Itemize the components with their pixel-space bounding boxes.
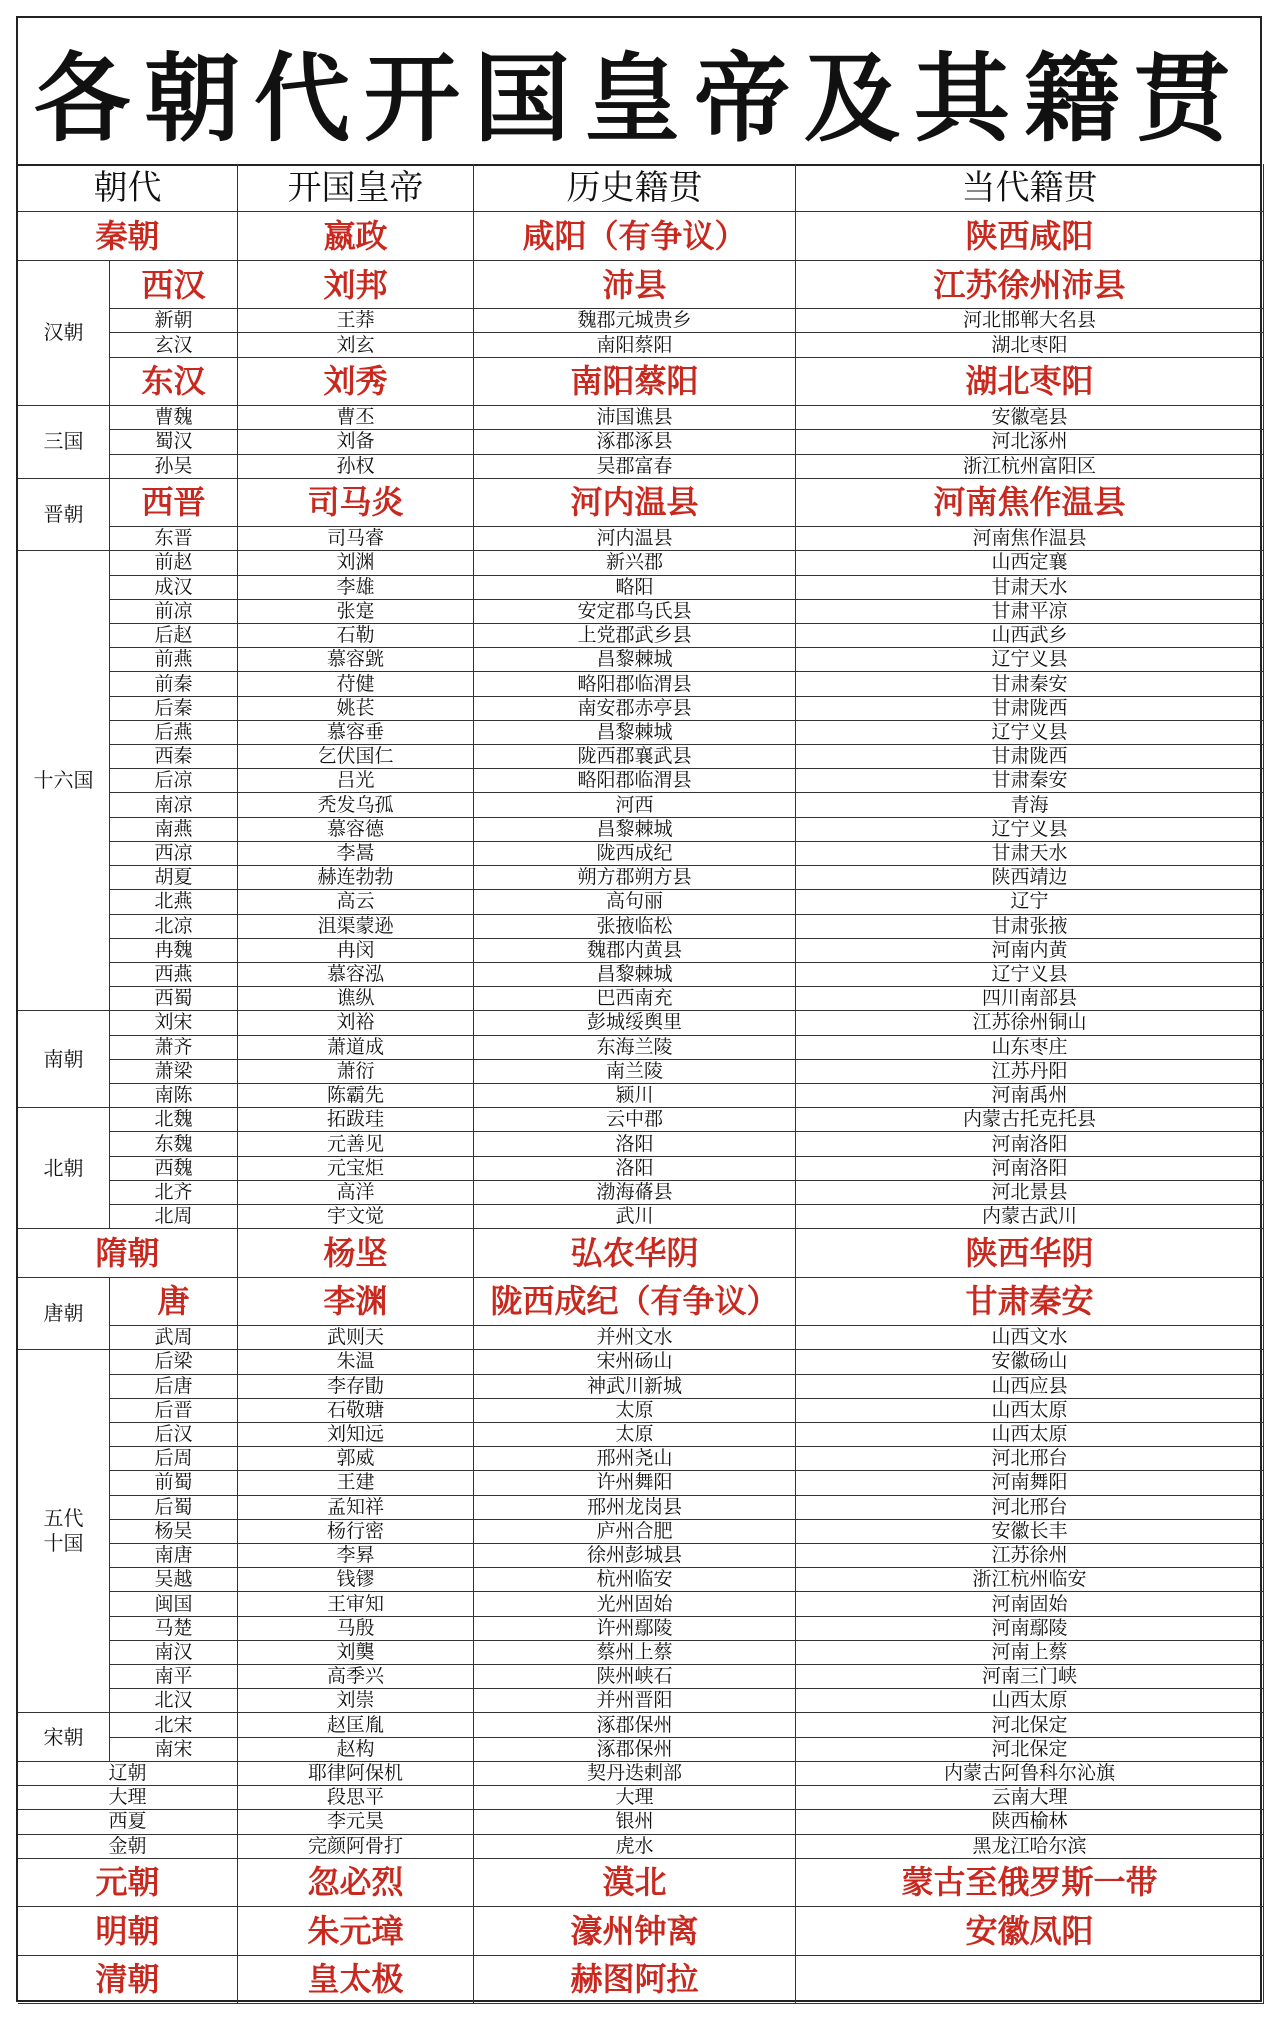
modern-hometown-cell: 河北涿州 xyxy=(796,430,1264,454)
dynasty-cell: 辽朝 xyxy=(18,1762,238,1786)
dynasty-cell: 西夏 xyxy=(18,1810,238,1834)
historical-hometown-cell: 徐州彭城县 xyxy=(474,1544,796,1568)
emperor-cell: 姚苌 xyxy=(238,697,474,721)
historical-hometown-cell: 洛阳 xyxy=(474,1157,796,1181)
column-header: 当代籍贯 xyxy=(796,164,1264,212)
dynasty-cell: 闽国 xyxy=(110,1592,238,1616)
emperor-cell: 张寔 xyxy=(238,600,474,624)
dynasty-cell: 北凉 xyxy=(110,915,238,939)
emperor-cell: 宇文觉 xyxy=(238,1205,474,1229)
dynasty-cell: 东魏 xyxy=(110,1132,238,1156)
emperor-cell: 拓跋珪 xyxy=(238,1108,474,1132)
modern-hometown-cell: 安徽砀山 xyxy=(796,1350,1264,1374)
dynasty-group-label: 五代十国 xyxy=(18,1350,110,1713)
historical-hometown-cell: 庐州合肥 xyxy=(474,1520,796,1544)
emperor-cell: 王莽 xyxy=(238,309,474,333)
modern-hometown-cell: 陕西华阴 xyxy=(796,1229,1264,1277)
modern-hometown-cell: 河南洛阳 xyxy=(796,1157,1264,1181)
dynasty-group-label: 汉朝 xyxy=(18,261,110,406)
modern-hometown-cell: 陕西榆林 xyxy=(796,1810,1264,1834)
historical-hometown-cell: 邢州尧山 xyxy=(474,1447,796,1471)
modern-hometown-cell: 甘肃陇西 xyxy=(796,745,1264,769)
emperor-cell: 刘玄 xyxy=(238,333,474,357)
historical-hometown-cell: 朔方郡朔方县 xyxy=(474,866,796,890)
dynasty-cell: 后汉 xyxy=(110,1423,238,1447)
historical-hometown-cell: 昌黎棘城 xyxy=(474,648,796,672)
historical-hometown-cell: 新兴郡 xyxy=(474,551,796,575)
dynasty-cell: 萧梁 xyxy=(110,1060,238,1084)
historical-hometown-cell: 河内温县 xyxy=(474,527,796,551)
modern-hometown-cell: 河南上蔡 xyxy=(796,1641,1264,1665)
dynasty-cell: 西晋 xyxy=(110,479,238,527)
modern-hometown-cell: 青海 xyxy=(796,793,1264,817)
historical-hometown-cell: 高句丽 xyxy=(474,890,796,914)
modern-hometown-cell: 河北景县 xyxy=(796,1181,1264,1205)
historical-hometown-cell: 契丹迭剌部 xyxy=(474,1762,796,1786)
historical-hometown-cell: 上党郡武乡县 xyxy=(474,624,796,648)
emperor-cell: 司马炎 xyxy=(238,479,474,527)
dynasty-cell: 明朝 xyxy=(18,1907,238,1955)
dynasty-cell: 西燕 xyxy=(110,963,238,987)
historical-hometown-cell: 陕州峡石 xyxy=(474,1665,796,1689)
historical-hometown-cell: 安定郡乌氏县 xyxy=(474,600,796,624)
dynasty-cell: 隋朝 xyxy=(18,1229,238,1277)
dynasty-cell: 吴越 xyxy=(110,1568,238,1592)
modern-hometown-cell: 四川南部县 xyxy=(796,987,1264,1011)
dynasty-group-label: 北朝 xyxy=(18,1108,110,1229)
dynasty-cell: 后梁 xyxy=(110,1350,238,1374)
dynasty-cell: 马楚 xyxy=(110,1617,238,1641)
emperor-cell: 孟知祥 xyxy=(238,1496,474,1520)
modern-hometown-cell: 甘肃秦安 xyxy=(796,672,1264,696)
dynasty-cell: 西凉 xyxy=(110,842,238,866)
modern-hometown-cell: 山东枣庄 xyxy=(796,1036,1264,1060)
emperor-cell: 赵构 xyxy=(238,1738,474,1762)
emperor-cell: 完颜阿骨打 xyxy=(238,1835,474,1859)
emperor-cell: 刘渊 xyxy=(238,551,474,575)
historical-hometown-cell: 南安郡赤亭县 xyxy=(474,697,796,721)
modern-hometown-cell: 甘肃秦安 xyxy=(796,769,1264,793)
emperor-cell: 段思平 xyxy=(238,1786,474,1810)
dynasty-group-label: 唐朝 xyxy=(18,1278,110,1351)
emperor-cell: 皇太极 xyxy=(238,1956,474,2004)
historical-hometown-cell: 颍川 xyxy=(474,1084,796,1108)
dynasty-cell: 南唐 xyxy=(110,1544,238,1568)
dynasty-group-label: 十六国 xyxy=(18,551,110,1011)
historical-hometown-cell: 陇西成纪 xyxy=(474,842,796,866)
modern-hometown-cell: 甘肃天水 xyxy=(796,842,1264,866)
historical-hometown-cell: 彭城绥舆里 xyxy=(474,1011,796,1035)
dynasty-cell: 成汉 xyxy=(110,576,238,600)
historical-hometown-cell: 吴郡富春 xyxy=(474,455,796,479)
emperor-cell: 高季兴 xyxy=(238,1665,474,1689)
emperor-cell: 苻健 xyxy=(238,672,474,696)
historical-hometown-cell: 沛国谯县 xyxy=(474,406,796,430)
emperor-cell: 吕光 xyxy=(238,769,474,793)
modern-hometown-cell: 湖北枣阳 xyxy=(796,358,1264,406)
emperor-cell: 杨行密 xyxy=(238,1520,474,1544)
historical-hometown-cell: 张掖临松 xyxy=(474,915,796,939)
historical-hometown-cell: 东海兰陵 xyxy=(474,1036,796,1060)
modern-hometown-cell: 甘肃陇西 xyxy=(796,697,1264,721)
column-header: 朝代 xyxy=(18,164,238,212)
historical-hometown-cell: 濠州钟离 xyxy=(474,1907,796,1955)
dynasty-cell: 后唐 xyxy=(110,1375,238,1399)
modern-hometown-cell: 山西太原 xyxy=(796,1399,1264,1423)
modern-hometown-cell: 浙江杭州临安 xyxy=(796,1568,1264,1592)
modern-hometown-cell: 陕西靖边 xyxy=(796,866,1264,890)
modern-hometown-cell: 河北保定 xyxy=(796,1713,1264,1737)
historical-hometown-cell: 渤海蓨县 xyxy=(474,1181,796,1205)
dynasty-cell: 后周 xyxy=(110,1447,238,1471)
emperor-cell: 陈霸先 xyxy=(238,1084,474,1108)
historical-hometown-cell: 许州鄢陵 xyxy=(474,1617,796,1641)
dynasty-cell: 金朝 xyxy=(18,1835,238,1859)
emperor-cell: 石勒 xyxy=(238,624,474,648)
modern-hometown-cell: 安徽凤阳 xyxy=(796,1907,1264,1955)
historical-hometown-cell: 涿郡涿县 xyxy=(474,430,796,454)
dynasty-cell: 元朝 xyxy=(18,1859,238,1907)
dynasty-cell: 后燕 xyxy=(110,721,238,745)
modern-hometown-cell: 江苏丹阳 xyxy=(796,1060,1264,1084)
emperor-cell: 李渊 xyxy=(238,1278,474,1326)
modern-hometown-cell: 甘肃天水 xyxy=(796,576,1264,600)
emperor-cell: 孙权 xyxy=(238,455,474,479)
historical-hometown-cell: 弘农华阴 xyxy=(474,1229,796,1277)
dynasty-cell: 前秦 xyxy=(110,672,238,696)
modern-hometown-cell: 安徽长丰 xyxy=(796,1520,1264,1544)
modern-hometown-cell: 内蒙古武川 xyxy=(796,1205,1264,1229)
dynasty-cell: 后晋 xyxy=(110,1399,238,1423)
emperor-cell: 冉闵 xyxy=(238,939,474,963)
historical-hometown-cell: 邢州龙岗县 xyxy=(474,1496,796,1520)
dynasty-cell: 东汉 xyxy=(110,358,238,406)
dynasty-cell: 萧齐 xyxy=(110,1036,238,1060)
emperor-cell: 萧衍 xyxy=(238,1060,474,1084)
historical-hometown-cell: 许州舞阳 xyxy=(474,1471,796,1495)
historical-hometown-cell: 大理 xyxy=(474,1786,796,1810)
emperor-cell: 慕容泓 xyxy=(238,963,474,987)
modern-hometown-cell: 山西武乡 xyxy=(796,624,1264,648)
historical-hometown-cell: 漠北 xyxy=(474,1859,796,1907)
dynasty-cell: 前蜀 xyxy=(110,1471,238,1495)
historical-hometown-cell: 魏郡元城贵乡 xyxy=(474,309,796,333)
modern-hometown-cell: 辽宁义县 xyxy=(796,818,1264,842)
emperor-cell: 赫连勃勃 xyxy=(238,866,474,890)
dynasty-cell: 北燕 xyxy=(110,890,238,914)
dynasty-cell: 南汉 xyxy=(110,1641,238,1665)
dynasty-cell: 刘宋 xyxy=(110,1011,238,1035)
emperor-cell: 高洋 xyxy=(238,1181,474,1205)
historical-hometown-cell: 虎水 xyxy=(474,1835,796,1859)
emperor-cell: 刘裕 xyxy=(238,1011,474,1035)
dynasty-group-label: 宋朝 xyxy=(18,1713,110,1761)
historical-hometown-cell: 涿郡保州 xyxy=(474,1713,796,1737)
historical-hometown-cell: 沛县 xyxy=(474,261,796,309)
historical-hometown-cell: 魏郡内黄县 xyxy=(474,939,796,963)
dynasty-cell: 曹魏 xyxy=(110,406,238,430)
historical-hometown-cell: 并州文水 xyxy=(474,1326,796,1350)
emperor-cell: 刘邦 xyxy=(238,261,474,309)
modern-hometown-cell: 山西定襄 xyxy=(796,551,1264,575)
dynasty-cell: 南陈 xyxy=(110,1084,238,1108)
dynasty-cell: 武周 xyxy=(110,1326,238,1350)
modern-hometown-cell: 内蒙古阿鲁科尔沁旗 xyxy=(796,1762,1264,1786)
dynasty-cell: 前凉 xyxy=(110,600,238,624)
modern-hometown-cell: 河北邢台 xyxy=(796,1496,1264,1520)
dynasty-cell: 秦朝 xyxy=(18,212,238,260)
emperor-cell: 李雄 xyxy=(238,576,474,600)
dynasty-cell: 北魏 xyxy=(110,1108,238,1132)
modern-hometown-cell: 山西文水 xyxy=(796,1326,1264,1350)
modern-hometown-cell: 河南固始 xyxy=(796,1592,1264,1616)
modern-hometown-cell: 黑龙江哈尔滨 xyxy=(796,1835,1264,1859)
emperor-cell: 嬴政 xyxy=(238,212,474,260)
dynasty-cell: 杨吴 xyxy=(110,1520,238,1544)
modern-hometown-cell: 河南洛阳 xyxy=(796,1132,1264,1156)
dynasty-group-label: 晋朝 xyxy=(18,479,110,552)
historical-hometown-cell: 涿郡保州 xyxy=(474,1738,796,1762)
modern-hometown-cell: 辽宁义县 xyxy=(796,721,1264,745)
emperor-cell: 谯纵 xyxy=(238,987,474,1011)
historical-hometown-cell: 略阳郡临渭县 xyxy=(474,769,796,793)
historical-hometown-cell: 河西 xyxy=(474,793,796,817)
dynasty-cell: 胡夏 xyxy=(110,866,238,890)
emperor-cell: 杨坚 xyxy=(238,1229,474,1277)
historical-hometown-cell: 光州固始 xyxy=(474,1592,796,1616)
modern-hometown-cell: 河南内黄 xyxy=(796,939,1264,963)
modern-hometown-cell: 山西太原 xyxy=(796,1423,1264,1447)
modern-hometown-cell: 河北邯郸大名县 xyxy=(796,309,1264,333)
modern-hometown-cell: 河南舞阳 xyxy=(796,1471,1264,1495)
dynasty-cell: 前燕 xyxy=(110,648,238,672)
dynasty-cell: 北汉 xyxy=(110,1689,238,1713)
modern-hometown-cell: 河北保定 xyxy=(796,1738,1264,1762)
historical-hometown-cell: 神武川新城 xyxy=(474,1375,796,1399)
dynasty-cell: 蜀汉 xyxy=(110,430,238,454)
historical-hometown-cell: 河内温县 xyxy=(474,479,796,527)
dynasty-cell: 南平 xyxy=(110,1665,238,1689)
historical-hometown-cell: 银州 xyxy=(474,1810,796,1834)
emperor-cell: 朱温 xyxy=(238,1350,474,1374)
modern-hometown-cell: 云南大理 xyxy=(796,1786,1264,1810)
dynasty-cell: 西秦 xyxy=(110,745,238,769)
historical-hometown-cell: 武川 xyxy=(474,1205,796,1229)
modern-hometown-cell: 辽宁义县 xyxy=(796,963,1264,987)
emperor-cell: 慕容垂 xyxy=(238,721,474,745)
dynasty-table xyxy=(18,164,1264,2004)
emperor-cell: 刘秀 xyxy=(238,358,474,406)
historical-hometown-cell: 太原 xyxy=(474,1399,796,1423)
emperor-cell: 刘崇 xyxy=(238,1689,474,1713)
column-header: 开国皇帝 xyxy=(238,164,474,212)
dynasty-cell: 北宋 xyxy=(110,1713,238,1737)
emperor-cell: 耶律阿保机 xyxy=(238,1762,474,1786)
historical-hometown-cell: 洛阳 xyxy=(474,1132,796,1156)
modern-hometown-cell: 河南鄢陵 xyxy=(796,1617,1264,1641)
historical-hometown-cell: 咸阳（有争议） xyxy=(474,212,796,260)
dynasty-cell: 南凉 xyxy=(110,793,238,817)
dynasty-group-label: 三国 xyxy=(18,406,110,479)
historical-hometown-cell: 宋州砀山 xyxy=(474,1350,796,1374)
page-title: 各朝代开国皇帝及其籍贯 xyxy=(18,18,1260,166)
modern-hometown-cell: 湖北枣阳 xyxy=(796,333,1264,357)
modern-hometown-cell: 甘肃平凉 xyxy=(796,600,1264,624)
historical-hometown-cell: 太原 xyxy=(474,1423,796,1447)
emperor-cell: 慕容德 xyxy=(238,818,474,842)
emperor-cell: 郭威 xyxy=(238,1447,474,1471)
historical-hometown-cell: 南兰陵 xyxy=(474,1060,796,1084)
emperor-cell: 萧道成 xyxy=(238,1036,474,1060)
emperor-cell: 刘备 xyxy=(238,430,474,454)
dynasty-cell: 大理 xyxy=(18,1786,238,1810)
dynasty-cell: 西汉 xyxy=(110,261,238,309)
emperor-cell: 马殷 xyxy=(238,1617,474,1641)
emperor-cell: 元宝炬 xyxy=(238,1157,474,1181)
emperor-cell: 王审知 xyxy=(238,1592,474,1616)
modern-hometown-cell: 甘肃张掖 xyxy=(796,915,1264,939)
dynasty-cell: 玄汉 xyxy=(110,333,238,357)
historical-hometown-cell: 南阳蔡阳 xyxy=(474,358,796,406)
historical-hometown-cell: 巴西南充 xyxy=(474,987,796,1011)
modern-hometown-cell: 甘肃秦安 xyxy=(796,1278,1264,1326)
emperor-cell: 乞伏国仁 xyxy=(238,745,474,769)
dynasty-cell: 清朝 xyxy=(18,1956,238,2004)
emperor-cell: 沮渠蒙逊 xyxy=(238,915,474,939)
historical-hometown-cell: 昌黎棘城 xyxy=(474,721,796,745)
emperor-cell: 慕容皝 xyxy=(238,648,474,672)
modern-hometown-cell: 辽宁义县 xyxy=(796,648,1264,672)
historical-hometown-cell: 昌黎棘城 xyxy=(474,818,796,842)
historical-hometown-cell: 并州晋阳 xyxy=(474,1689,796,1713)
historical-hometown-cell: 陇西郡襄武县 xyxy=(474,745,796,769)
modern-hometown-cell: 江苏徐州铜山 xyxy=(796,1011,1264,1035)
dynasty-cell: 前赵 xyxy=(110,551,238,575)
modern-hometown-cell: 浙江杭州富阳区 xyxy=(796,455,1264,479)
modern-hometown-cell: 河北邢台 xyxy=(796,1447,1264,1471)
modern-hometown-cell: 安徽亳县 xyxy=(796,406,1264,430)
emperor-cell: 元善见 xyxy=(238,1132,474,1156)
modern-hometown-cell: 辽宁 xyxy=(796,890,1264,914)
historical-hometown-cell: 杭州临安 xyxy=(474,1568,796,1592)
emperor-cell: 刘龑 xyxy=(238,1641,474,1665)
historical-hometown-cell: 昌黎棘城 xyxy=(474,963,796,987)
modern-hometown-cell: 山西太原 xyxy=(796,1689,1264,1713)
dynasty-cell: 南燕 xyxy=(110,818,238,842)
emperor-cell: 秃发乌孤 xyxy=(238,793,474,817)
historical-hometown-cell: 南阳蔡阳 xyxy=(474,333,796,357)
dynasty-cell: 北齐 xyxy=(110,1181,238,1205)
modern-hometown-cell: 江苏徐州 xyxy=(796,1544,1264,1568)
modern-hometown-cell: 蒙古至俄罗斯一带 xyxy=(796,1859,1264,1907)
dynasty-cell: 新朝 xyxy=(110,309,238,333)
emperor-cell: 李存勖 xyxy=(238,1375,474,1399)
historical-hometown-cell: 略阳 xyxy=(474,576,796,600)
modern-hometown-cell: 内蒙古托克托县 xyxy=(796,1108,1264,1132)
modern-hometown-cell: 陕西咸阳 xyxy=(796,212,1264,260)
emperor-cell: 朱元璋 xyxy=(238,1907,474,1955)
emperor-cell: 刘知远 xyxy=(238,1423,474,1447)
dynasty-cell: 西魏 xyxy=(110,1157,238,1181)
dynasty-cell: 孙吴 xyxy=(110,455,238,479)
dynasty-group-label: 南朝 xyxy=(18,1011,110,1108)
historical-hometown-cell: 略阳郡临渭县 xyxy=(474,672,796,696)
emperor-cell: 曹丕 xyxy=(238,406,474,430)
dynasty-cell: 冉魏 xyxy=(110,939,238,963)
historical-hometown-cell: 陇西成纪（有争议） xyxy=(474,1278,796,1326)
modern-hometown-cell: 江苏徐州沛县 xyxy=(796,261,1264,309)
emperor-cell: 李元昊 xyxy=(238,1810,474,1834)
dynasty-cell: 后秦 xyxy=(110,697,238,721)
modern-hometown-cell xyxy=(796,1956,1264,2004)
emperor-cell: 高云 xyxy=(238,890,474,914)
modern-hometown-cell: 河南禹州 xyxy=(796,1084,1264,1108)
emperor-cell: 李昪 xyxy=(238,1544,474,1568)
emperor-cell: 忽必烈 xyxy=(238,1859,474,1907)
emperor-cell: 钱镠 xyxy=(238,1568,474,1592)
dynasty-cell: 后蜀 xyxy=(110,1496,238,1520)
emperor-cell: 王建 xyxy=(238,1471,474,1495)
dynasty-cell: 南宋 xyxy=(110,1738,238,1762)
modern-hometown-cell: 河南焦作温县 xyxy=(796,479,1264,527)
dynasty-cell: 北周 xyxy=(110,1205,238,1229)
dynasty-cell: 后赵 xyxy=(110,624,238,648)
historical-hometown-cell: 云中郡 xyxy=(474,1108,796,1132)
column-header: 历史籍贯 xyxy=(474,164,796,212)
table-frame xyxy=(16,16,1262,2002)
dynasty-cell: 唐 xyxy=(110,1278,238,1326)
modern-hometown-cell: 河南三门峡 xyxy=(796,1665,1264,1689)
modern-hometown-cell: 山西应县 xyxy=(796,1375,1264,1399)
dynasty-cell: 后凉 xyxy=(110,769,238,793)
emperor-cell: 武则天 xyxy=(238,1326,474,1350)
dynasty-cell: 西蜀 xyxy=(110,987,238,1011)
dynasty-cell: 东晋 xyxy=(110,527,238,551)
historical-hometown-cell: 蔡州上蔡 xyxy=(474,1641,796,1665)
emperor-cell: 石敬瑭 xyxy=(238,1399,474,1423)
emperor-cell: 司马睿 xyxy=(238,527,474,551)
emperor-cell: 赵匡胤 xyxy=(238,1713,474,1737)
emperor-cell: 李暠 xyxy=(238,842,474,866)
historical-hometown-cell: 赫图阿拉 xyxy=(474,1956,796,2004)
modern-hometown-cell: 河南焦作温县 xyxy=(796,527,1264,551)
